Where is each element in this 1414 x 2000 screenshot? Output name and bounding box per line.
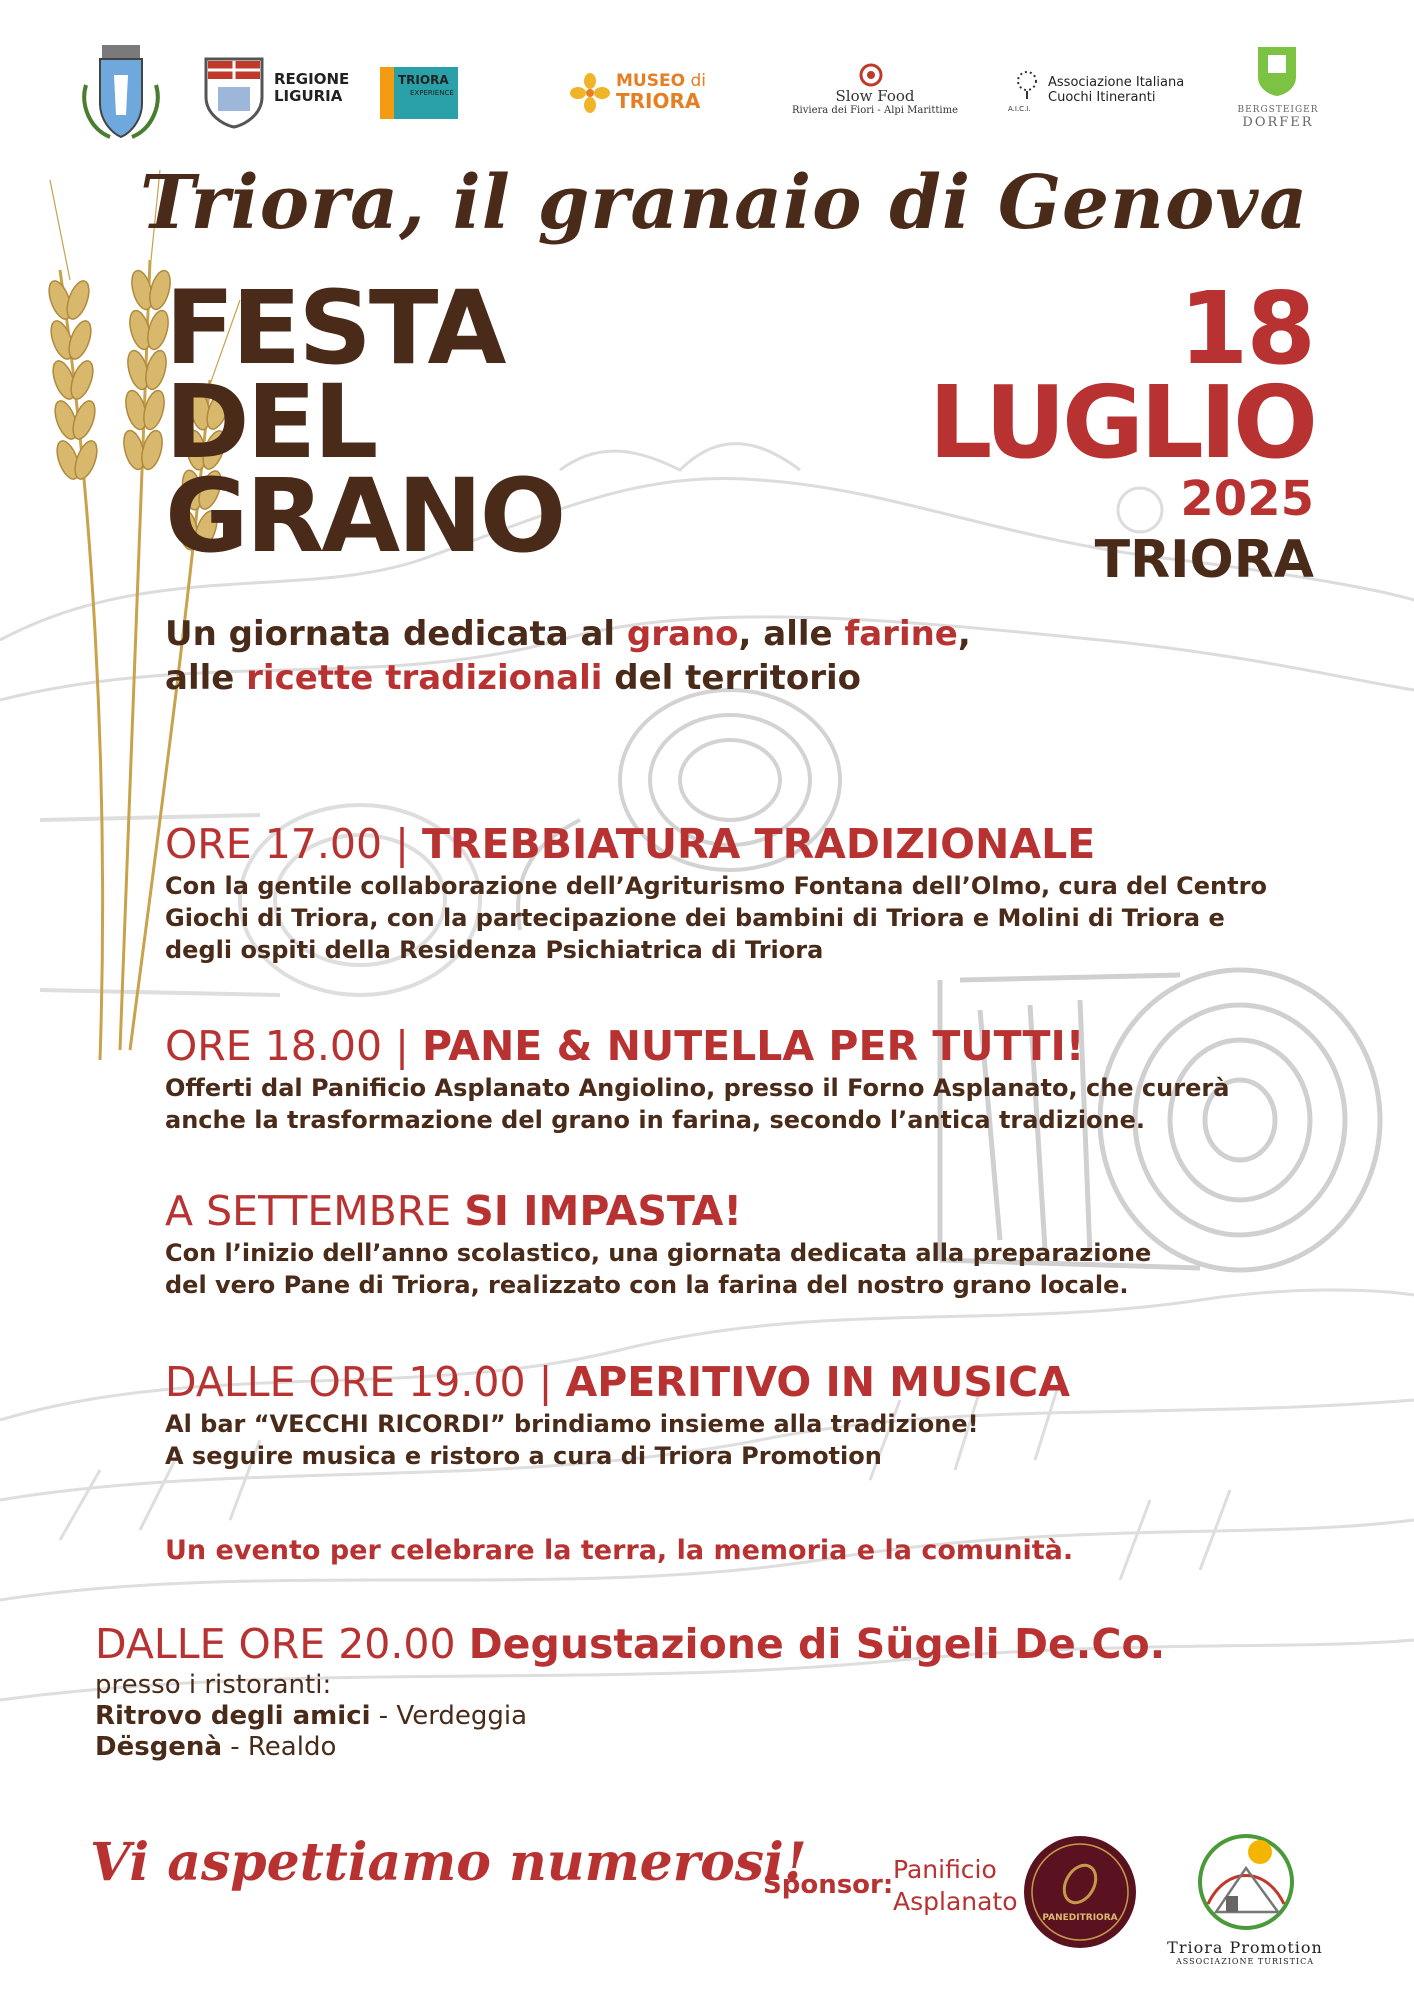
date-month: LUGLIO: [928, 364, 1314, 481]
museo-text: MUSEO di TRIORA: [616, 71, 706, 113]
closing-greeting: Vi aspettiamo numerosi!: [90, 1832, 807, 1893]
event-title-line-2: DEL: [165, 363, 376, 482]
bergsteiger-icon: [1254, 45, 1300, 97]
program-item-description: Al bar “VECCHI RICORDI” brindiamo insieme alla tradizione! A seguire musica e ristoro a cura di Triora Promotion: [165, 1410, 979, 1470]
triora-promotion-logo: [1186, 1826, 1306, 1930]
panificio-logo: [1022, 1834, 1138, 1950]
tasting-intro: presso i ristoranti:: [95, 1670, 332, 1700]
museo-flower-icon: [570, 73, 610, 113]
sponsor-name: Panificio Asplanato: [893, 1855, 1018, 1916]
program-item: [165, 1185, 1295, 1301]
slow-food-text: Slow Food Riviera dei Fiori - Alpi Marittime: [792, 87, 958, 116]
partner-logos-bar: [80, 45, 1340, 155]
tagline: Un giornata dedicata al grano, alle farine, alle ricette tradizionali del territorio: [165, 614, 971, 698]
program-item-description: Con la gentile collaborazione dell’Agriturismo Fontana dell’Olmo, cura del Centro Giochi di Triora, con la partecipazione dei bambini di Triora e Molini di Triora e degli ospiti della Residenza Psichiatrica di Triora: [165, 872, 1267, 964]
event-title-line-1: FESTA: [165, 269, 504, 388]
program-item-heading: DALLE ORE 19.00 | APERITIVO IN MUSICA: [165, 1358, 1070, 1406]
program-item: [165, 818, 1295, 966]
aici-text: Associazione Italiana Cuochi Itineranti: [1048, 75, 1185, 105]
date-year: 2025: [1180, 471, 1314, 527]
restaurant-item: Ritrovo degli amici - Verdeggia: [95, 1701, 528, 1731]
closing-statement: Un evento per celebrare la terra, la memoria e la comunità.: [165, 1535, 1074, 1566]
triora-coat-of-arms-icon: [80, 45, 162, 141]
liguria-shield-icon: [204, 57, 264, 129]
svg-text:PANEDITRIORA: PANEDITRIORA: [1042, 1913, 1118, 1923]
date-day: 18: [1178, 270, 1314, 387]
tasting-heading: DALLE ORE 20.00 Degustazione di Sügeli De.Co.: [95, 1620, 1166, 1668]
triora-experience-logo: TRIORA EXPERIENCE: [380, 67, 458, 119]
program-item-description: Offerti dal Panificio Asplanato Angiolino, presso il Forno Asplanato, che curerà anche la trasformazione del grano in farina, secondo l’antica tradizione.: [165, 1074, 1230, 1134]
event-date: [928, 270, 1314, 592]
program-item: [165, 1356, 1295, 1472]
tasting-section: [95, 1618, 1165, 1763]
snail-icon: [858, 63, 884, 87]
triora-promotion-name: Triora Promotion ASSOCIAZIONE TURISTICA: [1167, 1938, 1323, 1966]
script-title: Triora, il granaio di Genova: [140, 160, 1309, 246]
program-item-heading: ORE 17.00 | TREBBIATURA TRADIZIONALE: [165, 820, 1096, 868]
event-place: TRIORA: [1094, 530, 1314, 590]
regione-liguria-text: REGIONE LIGURIA: [274, 70, 350, 105]
aici-abbr: A.I.C.I.: [1008, 105, 1031, 113]
program-item-heading: ORE 18.00 | PANE & NUTELLA PER TUTTI!: [165, 1022, 1085, 1070]
event-title: [165, 269, 564, 576]
chef-icon: [1010, 69, 1044, 101]
program-item-heading: A SETTEMBRE SI IMPASTA!: [165, 1187, 743, 1235]
bergsteiger-text: BERGSTEIGER DORFER: [1237, 105, 1319, 130]
program-item: [165, 1020, 1295, 1136]
restaurant-item: Dësgenà - Realdo: [95, 1732, 337, 1762]
program-item-description: Con l’inizio dell’anno scolastico, una giornata dedicata alla preparazione del vero Pane di Triora, realizzato con la farina del nostro grano locale.: [165, 1239, 1152, 1299]
sponsor-label: Sponsor:: [763, 1870, 894, 1900]
event-title-line-3: GRANO: [165, 457, 564, 576]
